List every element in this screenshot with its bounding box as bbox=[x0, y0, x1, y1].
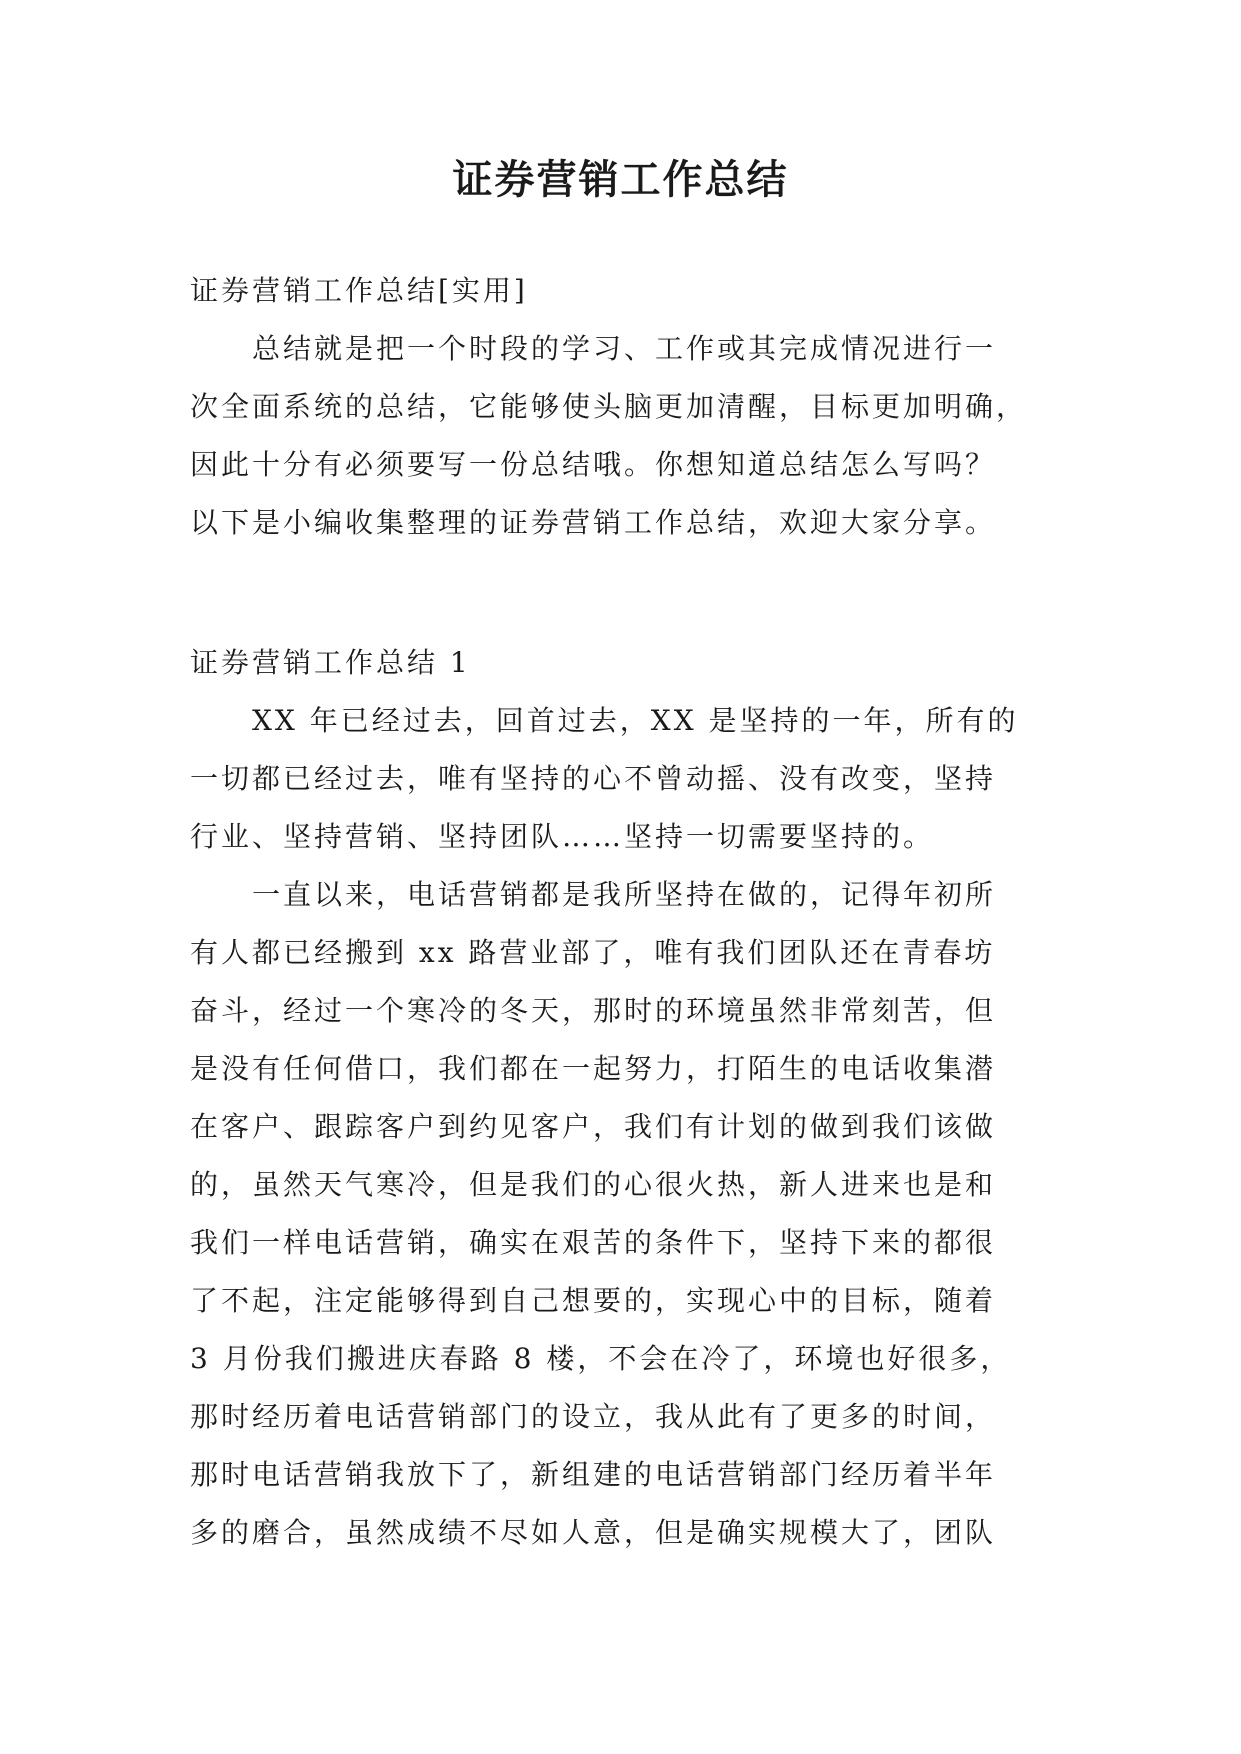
paragraph-line: 那时电话营销我放下了，新组建的电话营销部门经历着半年 bbox=[190, 1458, 997, 1491]
paragraph-line: 那时经历着电话营销部门的设立，我从此有了更多的时间， bbox=[190, 1400, 997, 1433]
section-heading bbox=[190, 262, 1070, 320]
paragraph-line: 一切都已经过去，唯有坚持的心不曾动摇、没有改变，坚持 bbox=[190, 762, 997, 795]
paragraph-line: 在客户、跟踪客户到约见客户，我们有计划的做到我们该做 bbox=[190, 1110, 997, 1143]
paragraph-line: 多的磨合，虽然成绩不尽如人意，但是确实规模大了，团队 bbox=[190, 1516, 997, 1549]
paragraph-line: 因此十分有必须要写一份总结哦。你想知道总结怎么写吗？ bbox=[190, 448, 997, 481]
paragraph-line: 以下是小编收集整理的证券营销工作总结，欢迎大家分享。 bbox=[190, 506, 997, 539]
paragraph-line: XX 年已经过去，回首过去，XX 是坚持的一年，所有的 bbox=[252, 704, 1019, 737]
paragraph-line: 行业、坚持营销、坚持团队……坚持一切需要坚持的。 bbox=[190, 820, 935, 853]
paragraph-line: 一直以来，电话营销都是我所坚持在做的，记得年初所 bbox=[252, 878, 997, 911]
paragraph-line: 3 月份我们搬进庆春路 8 楼，不会在冷了，环境也好很多， bbox=[190, 1342, 1012, 1375]
section-heading bbox=[190, 634, 1070, 692]
body-paragraph bbox=[190, 692, 1070, 866]
paragraph-line: 的，虽然天气寒冷，但是我们的心很火热，新人进来也是和 bbox=[190, 1168, 997, 1201]
paragraph-line: 次全面系统的总结，它能够使头脑更加清醒，目标更加明确， bbox=[190, 390, 1028, 423]
document-title: 证券营销工作总结 bbox=[452, 156, 789, 203]
paragraph-line: 奋斗，经过一个寒冷的冬天，那时的环境虽然非常刻苦，但 bbox=[190, 994, 997, 1027]
paragraph-line: 是没有任何借口，我们都在一起努力，打陌生的电话收集潜 bbox=[190, 1052, 997, 1085]
paragraph-line: 总结就是把一个时段的学习、工作或其完成情况进行一 bbox=[252, 332, 997, 365]
paragraph-line: 了不起，注定能够得到自己想要的，实现心中的目标，随着 bbox=[190, 1284, 997, 1317]
body-paragraph bbox=[190, 866, 1070, 1562]
paragraph-line: 我们一样电话营销，确实在艰苦的条件下，坚持下来的都很 bbox=[190, 1226, 997, 1259]
section-heading-text: 证券营销工作总结[实用] bbox=[190, 274, 528, 307]
intro-paragraph bbox=[190, 320, 1070, 552]
section-heading-text: 证券营销工作总结 1 bbox=[190, 646, 471, 679]
paragraph-line: 有人都已经搬到 xx 路营业部了，唯有我们团队还在青春坊 bbox=[190, 936, 996, 969]
